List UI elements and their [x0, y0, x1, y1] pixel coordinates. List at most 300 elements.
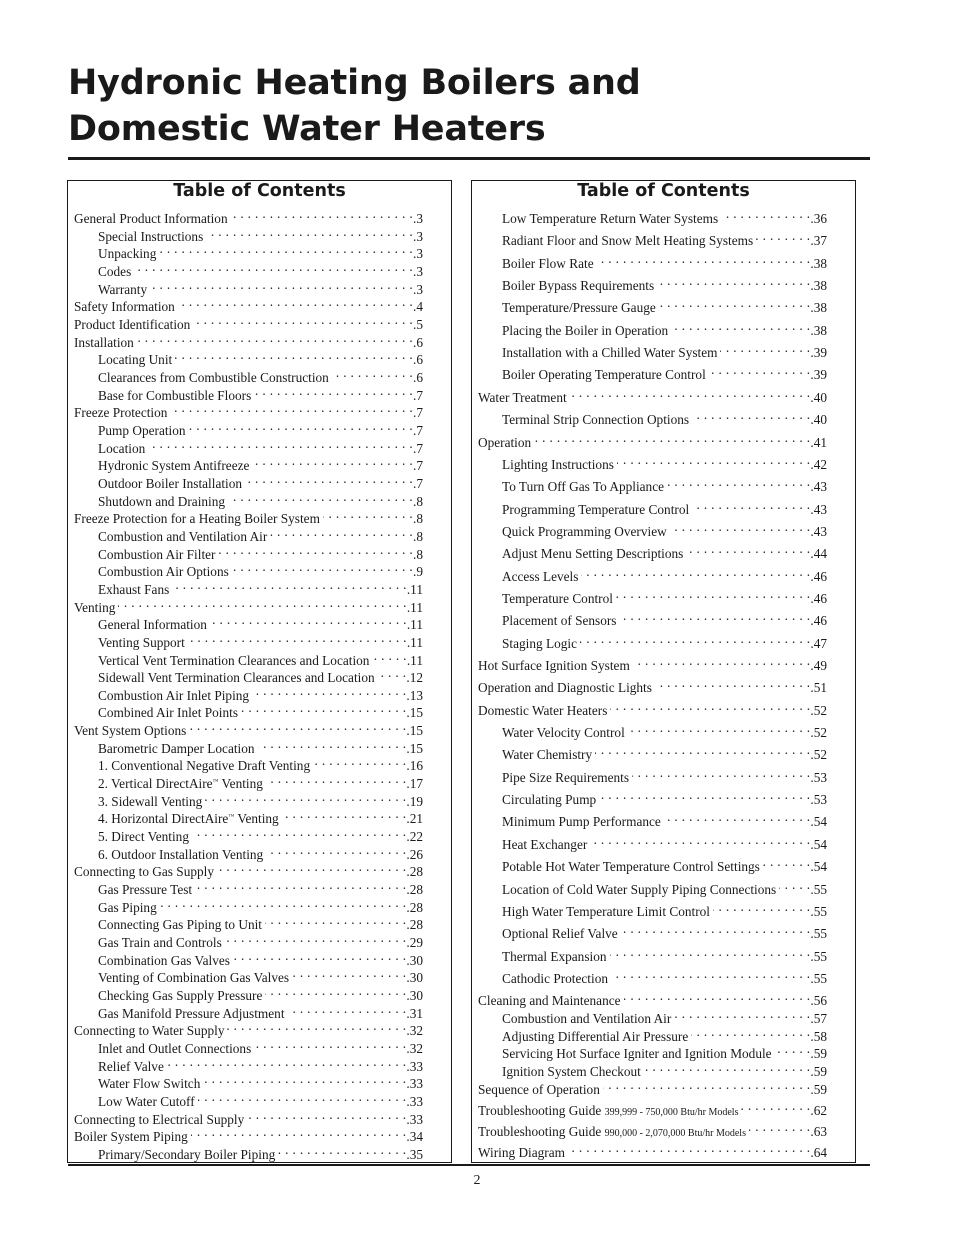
toc-entry [502, 451, 827, 472]
dot-leader [659, 294, 811, 312]
dot-leader [245, 470, 413, 488]
toc-entry [98, 629, 423, 650]
toc-entry-page: .28 [406, 864, 423, 880]
dot-leader [644, 1058, 811, 1076]
toc-entry-title [478, 679, 655, 697]
toc-entry-page: .46 [810, 613, 827, 629]
toc-entry [98, 894, 423, 915]
toc-entry [98, 452, 423, 474]
toc-entry-title [502, 791, 599, 809]
toc-entry-title-text: Venting of Combination Gas Valves [98, 970, 290, 986]
toc-entry-title-text: General Information [98, 617, 207, 633]
toc-entry-page: .49 [810, 658, 827, 673]
toc-entry [502, 540, 827, 562]
toc-entry-title-text: Radiant Floor and Snow Melt Heating Systems [502, 233, 754, 249]
toc-entry [98, 823, 423, 845]
dot-leader [175, 346, 413, 364]
toc-entry-title-text: Water Treatment [478, 389, 567, 405]
toc-entry-title [502, 255, 597, 273]
dot-leader [534, 429, 810, 447]
toc-entry-title-text: Water Flow Switch [98, 1076, 201, 1092]
dot-leader [265, 982, 406, 1000]
toc-entry-title-text: Access Levels [502, 568, 579, 584]
toc-entry-title-text: Cleaning and Maintenance [478, 993, 621, 1009]
toc-entry-title-text: Troubleshooting Guide [478, 1102, 605, 1118]
toc-entry-title-text: Connecting Gas Piping to Unit [98, 917, 262, 933]
toc-entry-title-text: 4. Horizontal DirectAire [98, 811, 229, 827]
toc-entry-page: .11 [406, 599, 423, 615]
toc-entry [98, 735, 423, 756]
dot-leader [203, 1070, 406, 1088]
toc-entry [502, 250, 827, 271]
toc-entry-title-text: Combustion Air Inlet Piping [98, 687, 250, 703]
dot-leader [228, 488, 413, 506]
toc-entry-title [502, 612, 619, 630]
toc-entry [98, 1035, 423, 1057]
toc-entry-title-text: Sequence of Operation [478, 1081, 600, 1097]
toc-entry-page: .28 [406, 882, 423, 898]
toc-entry-title-text: High Water Temperature Limit Control [502, 903, 710, 919]
toc-entry-page: .53 [810, 792, 827, 808]
dot-leader [265, 911, 406, 929]
toc-entry-title-text: Checking Gas Supply Pressure [98, 988, 263, 1004]
toc-entry-title-text: Hydronic System Antifreeze [98, 458, 250, 474]
toc-entry-title-text: Gas Piping [98, 899, 157, 915]
toc-entry [502, 741, 827, 763]
dot-leader [159, 240, 413, 258]
toc-entry-page: .19 [406, 793, 423, 809]
toc-entry-page: .11 [406, 617, 423, 633]
toc-entry-page: .4 [413, 299, 423, 315]
toc-entry-title-text: Quick Programming Overview [502, 523, 667, 539]
toc-entry-title-text: Low Temperature Return Water Systems [502, 211, 719, 226]
toc-entry-page: .11 [406, 634, 423, 650]
toc-entry-page: .32 [406, 1023, 423, 1039]
toc-entry-page: .47 [810, 635, 827, 651]
toc-entry-page: .3 [413, 228, 423, 244]
toc-entry-title [502, 881, 779, 899]
toc-entry-page: .46 [810, 590, 827, 606]
dot-leader [686, 540, 810, 558]
toc-entry-page: .15 [406, 723, 423, 739]
toc-entry-title-text: Combined Air Inlet Points [98, 705, 238, 721]
toc-entry-page: .40 [810, 389, 827, 405]
toc-entry-title [502, 769, 632, 787]
dot-leader [252, 682, 406, 700]
toc-entry-title [502, 411, 692, 429]
toc-entry-page: .8 [413, 511, 423, 527]
toc-entry-title-text: Freeze Protection for a Heating Boiler System [74, 511, 320, 527]
toc-entry-title [502, 456, 617, 474]
toc-entry-page: .54 [810, 814, 827, 830]
trademark-mark: ™ [212, 779, 219, 786]
toc-entry-page: .33 [406, 1058, 423, 1074]
toc-entry-page: .7 [413, 458, 423, 474]
toc-entry [98, 1070, 423, 1092]
toc-entry-title-text: Circulating Pump [502, 792, 597, 808]
toc-entry-page: .15 [406, 740, 423, 756]
toc-entry-title-text: Optional Relief Valve [502, 926, 618, 942]
toc-entry-page: .34 [406, 1129, 423, 1145]
toc-entry-title-text: Primary/Secondary Boiler Piping [98, 1146, 276, 1162]
toc-entry [98, 435, 423, 456]
toc-entry-title-text: Servicing Hot Surface Igniter and Ignition Module [502, 1046, 772, 1062]
toc-entry-title-text: Operation [478, 434, 532, 450]
toc-entry-title [502, 903, 713, 921]
toc-entry-title-text: Inlet and Outlet Connections [98, 1041, 252, 1057]
toc-entry-page: .8 [413, 528, 423, 544]
toc-entry [98, 558, 423, 580]
toc-entry-page: .55 [810, 926, 827, 942]
toc-entry-page: .38 [810, 300, 827, 316]
dot-leader [150, 276, 413, 294]
toc-entry-title [502, 232, 756, 250]
dot-leader [763, 853, 811, 871]
toc-entry-page: .30 [406, 988, 423, 1004]
toc-entry [98, 611, 423, 633]
dot-leader [721, 205, 810, 223]
toc-entry [98, 841, 423, 862]
toc-entry-title [478, 434, 534, 452]
dot-leader [195, 876, 406, 894]
toc-entry-title [98, 1146, 278, 1164]
toc-entry [74, 205, 423, 226]
toc-entry-page: .28 [406, 917, 423, 933]
toc-entry [98, 682, 423, 703]
dot-leader [632, 764, 810, 782]
toc-entry-title [478, 389, 570, 407]
toc-entry [98, 805, 423, 827]
dot-leader [619, 607, 810, 625]
dot-leader [597, 250, 811, 268]
toc-entry-title [478, 702, 610, 720]
toc-entry-title-text: Shutdown and Draining [98, 493, 226, 509]
toc-entry [74, 329, 423, 350]
toc-entry-title-text: Ignition System Checkout [502, 1063, 641, 1079]
toc-entry [502, 786, 827, 808]
toc-entry-page: .58 [810, 1028, 827, 1044]
toc-entry-page: .5 [413, 316, 423, 332]
toc-entry [502, 898, 827, 919]
page-title-line-2: Domestic Water Heaters [68, 109, 546, 149]
toc-entry-page: .43 [810, 501, 827, 517]
toc-entry-title-text: Boiler Bypass Requirements [502, 278, 655, 294]
dot-leader [254, 382, 413, 400]
toc-entry-title-text: Programming Temperature Control [502, 501, 690, 517]
page-title [68, 60, 888, 152]
toc-entry [502, 876, 827, 897]
toc-entry-page: .6 [413, 352, 423, 368]
toc-entry-page: .55 [810, 903, 827, 919]
toc-entry-title [502, 299, 659, 317]
toc-entry [502, 518, 827, 539]
dot-leader [270, 523, 413, 541]
dot-leader [621, 920, 811, 938]
toc-entry-title [502, 590, 616, 608]
toc-entry [98, 240, 423, 262]
toc-entry-page: .39 [810, 367, 827, 383]
toc-entry-title [502, 277, 657, 295]
toc-entry-title-text: Relief Valve [98, 1058, 164, 1074]
toc-entry-title [502, 523, 670, 541]
toc-entry-page: .31 [406, 1005, 423, 1021]
toc-entry-page: .11 [406, 581, 423, 597]
toc-entry-title-text: Thermal Expansion [502, 948, 607, 964]
dot-leader [674, 1005, 810, 1023]
dot-leader [633, 652, 811, 670]
toc-entry-title [502, 210, 721, 228]
toc-panel-left [67, 180, 452, 1163]
dot-leader [292, 964, 406, 982]
toc-entry-title-text: Staging Logic [502, 635, 577, 651]
toc-entry-title-text: Troubleshooting Guide [478, 1123, 605, 1139]
toc-entry-page: .46 [810, 568, 827, 584]
toc-entry [74, 399, 423, 421]
toc-entry-title-text: Lighting Instructions [502, 456, 614, 472]
toc-entry-page: .7 [413, 422, 423, 438]
toc-entry-title [502, 746, 595, 764]
toc-entry [74, 1123, 423, 1145]
toc-entry-page: .30 [406, 952, 423, 968]
toc-entry-page: .59 [810, 1081, 827, 1097]
toc-entry [502, 831, 827, 852]
toc-entry [502, 317, 827, 338]
dot-leader [372, 647, 406, 665]
toc-entry-page: .54 [810, 836, 827, 852]
toc-entry-page: .7 [413, 475, 423, 491]
toc-entry-title-text: Location [98, 440, 146, 456]
toc-entry-title-text: 1. Conventional Negative Draft Venting [98, 758, 311, 774]
toc-entry-title [502, 813, 664, 831]
dot-leader [193, 311, 413, 329]
toc-entry [98, 876, 423, 898]
dot-leader [191, 1123, 407, 1141]
dot-leader [692, 406, 810, 424]
toc-entry [502, 563, 827, 584]
toc-entry-title-text: Product Identification [74, 316, 191, 332]
toc-entry-title-text: Barometric Damper Location [98, 740, 255, 756]
toc-entry-title-text: Locating Unit [98, 352, 173, 368]
toc-entry-title-text: Placement of Sensors [502, 613, 617, 629]
toc-entry [98, 929, 423, 951]
dot-leader [210, 611, 407, 629]
dot-leader [616, 585, 810, 603]
dot-leader [134, 258, 413, 276]
dot-leader [595, 741, 810, 759]
trademark-mark: ™ [228, 814, 235, 821]
dot-leader [775, 1040, 811, 1058]
toc-entry [502, 920, 827, 942]
dot-leader [178, 293, 413, 311]
toc-entry-page: .35 [406, 1146, 423, 1162]
toc-entry-page: .33 [406, 1094, 423, 1109]
dot-leader [599, 786, 810, 804]
toc-entry-page: .40 [810, 412, 827, 428]
toc-entry [98, 911, 423, 933]
toc-entry [502, 719, 827, 741]
dot-leader [667, 473, 810, 491]
toc-entry-title [502, 948, 610, 966]
page-title-line-1: Hydronic Heating Boilers and [68, 63, 641, 103]
toc-entry-page: .51 [810, 680, 827, 696]
dot-leader [282, 805, 407, 823]
toc-entry-title-text: Wiring Diagram [478, 1144, 565, 1160]
toc-entry-title-text: Codes [98, 263, 132, 279]
toc-entry-title-text: Adjusting Differential Air Pressure [502, 1028, 689, 1044]
dot-leader [167, 1053, 407, 1071]
dot-leader [205, 788, 406, 806]
toc-entry [502, 943, 827, 964]
toc-entry-page: .59 [810, 1046, 827, 1062]
toc-entry-title-text: Heat Exchanger [502, 836, 588, 852]
dot-leader [756, 227, 810, 245]
toc-entry [98, 1000, 423, 1021]
toc-entry [502, 205, 827, 226]
toc-entry [502, 630, 827, 651]
toc-entry-title-text: Special Instructions [98, 228, 204, 244]
toc-entry [98, 647, 423, 668]
dot-leader [218, 541, 413, 559]
toc-entry-title-text: Freeze Protection [74, 405, 168, 421]
dot-leader [231, 205, 413, 223]
toc-entry-title-text: Unpacking [98, 246, 157, 262]
toc-entry-page: .44 [810, 546, 827, 562]
toc-entry-page: .11 [406, 652, 423, 668]
toc-entry [98, 223, 423, 244]
toc-entry-page: .52 [810, 702, 827, 718]
toc-entry [98, 752, 423, 774]
toc-entry-title [502, 858, 763, 876]
toc-entry [478, 1076, 827, 1097]
toc-entry-title-text: Pump Operation [98, 422, 186, 438]
dot-leader [709, 361, 811, 379]
dot-leader [581, 563, 810, 581]
toc-entry-page: .8 [413, 546, 423, 562]
toc-entry-title-text: Cathodic Protection [502, 970, 608, 986]
dot-leader [670, 518, 811, 536]
toc-entry-page: .15 [406, 705, 423, 721]
toc-entry-title [502, 635, 580, 653]
toc-entry [502, 361, 827, 383]
toc-entry-title-text: Gas Train and Controls [98, 935, 222, 951]
toc-entry-page: .22 [406, 829, 423, 845]
toc-entry-title [502, 344, 720, 362]
toc-entry [502, 1023, 827, 1044]
toc-entry-title-text: 5. Direct Venting [98, 829, 189, 845]
dot-leader [137, 329, 413, 347]
toc-entry [74, 858, 423, 880]
dot-leader [192, 823, 406, 841]
toc-entry-page: .37 [810, 233, 827, 249]
dot-leader [720, 339, 810, 357]
toc-entry-page: .36 [810, 211, 827, 226]
toc-entry-title-text: Exhaust Fans [98, 581, 170, 597]
toc-entry-title-text: Venting [74, 599, 116, 615]
toc-entry-title-text: Combustion and Ventilation Air [502, 1010, 672, 1026]
toc-entry-title-text: Hot Surface Ignition System [478, 658, 630, 673]
toc-entry-page: .3 [413, 211, 423, 226]
dot-leader [288, 1000, 407, 1018]
toc-entry-page: .38 [810, 322, 827, 338]
toc-entry [98, 258, 423, 279]
dot-leader [624, 987, 811, 1005]
toc-entry-title [502, 724, 628, 742]
toc-entry [502, 294, 827, 316]
toc-entry [98, 276, 423, 297]
toc-entry [98, 982, 423, 1004]
toc-entry [74, 717, 423, 739]
dot-leader [118, 594, 406, 612]
toc-entry-title-text: 6. Outdoor Installation Venting [98, 846, 264, 862]
toc-entry [502, 406, 827, 428]
toc-entry [502, 965, 827, 986]
toc-entry-page: .56 [810, 993, 827, 1009]
dot-leader [628, 719, 811, 737]
dot-leader [188, 629, 407, 647]
toc-entry [502, 496, 827, 517]
toc-entry [98, 788, 423, 809]
dot-leader [170, 399, 413, 417]
toc-entry-page: .52 [810, 725, 827, 741]
toc-entry [98, 541, 423, 562]
toc-entry [98, 346, 423, 368]
toc-entry-page: .29 [406, 935, 423, 951]
toc-entry-title [502, 545, 686, 563]
toc-entry-model-range: 990,000 - 2,070,000 Btu/hr Models [604, 1127, 746, 1139]
toc-entry-page: .13 [406, 687, 423, 703]
dot-leader [570, 384, 811, 402]
toc-entry-title-text: Location of Cold Water Supply Piping Connections [502, 881, 777, 897]
toc-entry-title-text: Domestic Water Heaters [478, 702, 608, 718]
page-number: 2 [473, 1173, 481, 1188]
toc-entry-title-text: General Product Information [74, 211, 228, 226]
toc-entry [478, 1139, 827, 1160]
toc-entry-page: .9 [413, 564, 423, 580]
dot-leader [610, 697, 810, 715]
toc-panel-right [471, 180, 856, 1163]
toc-entry-title [502, 970, 611, 988]
toc-entry [98, 417, 423, 438]
toc-entry-page: .17 [406, 776, 423, 792]
toc-entry-title [502, 568, 581, 586]
dot-leader [741, 1097, 810, 1115]
toc-entry-title-text: Boiler System Piping [74, 1129, 188, 1145]
toc-entry [478, 1097, 827, 1118]
toc-entry [98, 1053, 423, 1074]
toc-entry-title [478, 1144, 568, 1162]
toc-entry-page: .33 [406, 1111, 423, 1127]
toc-heading-right: Table of Contents [577, 181, 750, 201]
toc-entry [98, 576, 423, 597]
dot-leader [227, 1017, 406, 1035]
toc-entry-page: .7 [413, 387, 423, 403]
toc-entry [98, 470, 423, 491]
toc-entry-title [502, 836, 590, 854]
dot-leader [611, 965, 810, 983]
dot-leader [671, 317, 810, 335]
toc-entry-title-text: Water Velocity Control [502, 725, 625, 741]
toc-entry-title-text: Connecting to Gas Supply [74, 864, 214, 880]
toc-entry-title-text: Base for Combustible Floors [98, 387, 252, 403]
toc-entry-page: .55 [810, 970, 827, 986]
toc-entry [502, 339, 827, 361]
dot-leader [189, 417, 413, 435]
toc-entry [478, 1118, 827, 1139]
toc-entry [98, 664, 423, 686]
toc-entry-title-text: Potable Hot Water Temperature Control Settings [502, 859, 760, 875]
toc-entry-page: .16 [406, 758, 423, 774]
toc-entry [502, 607, 827, 629]
